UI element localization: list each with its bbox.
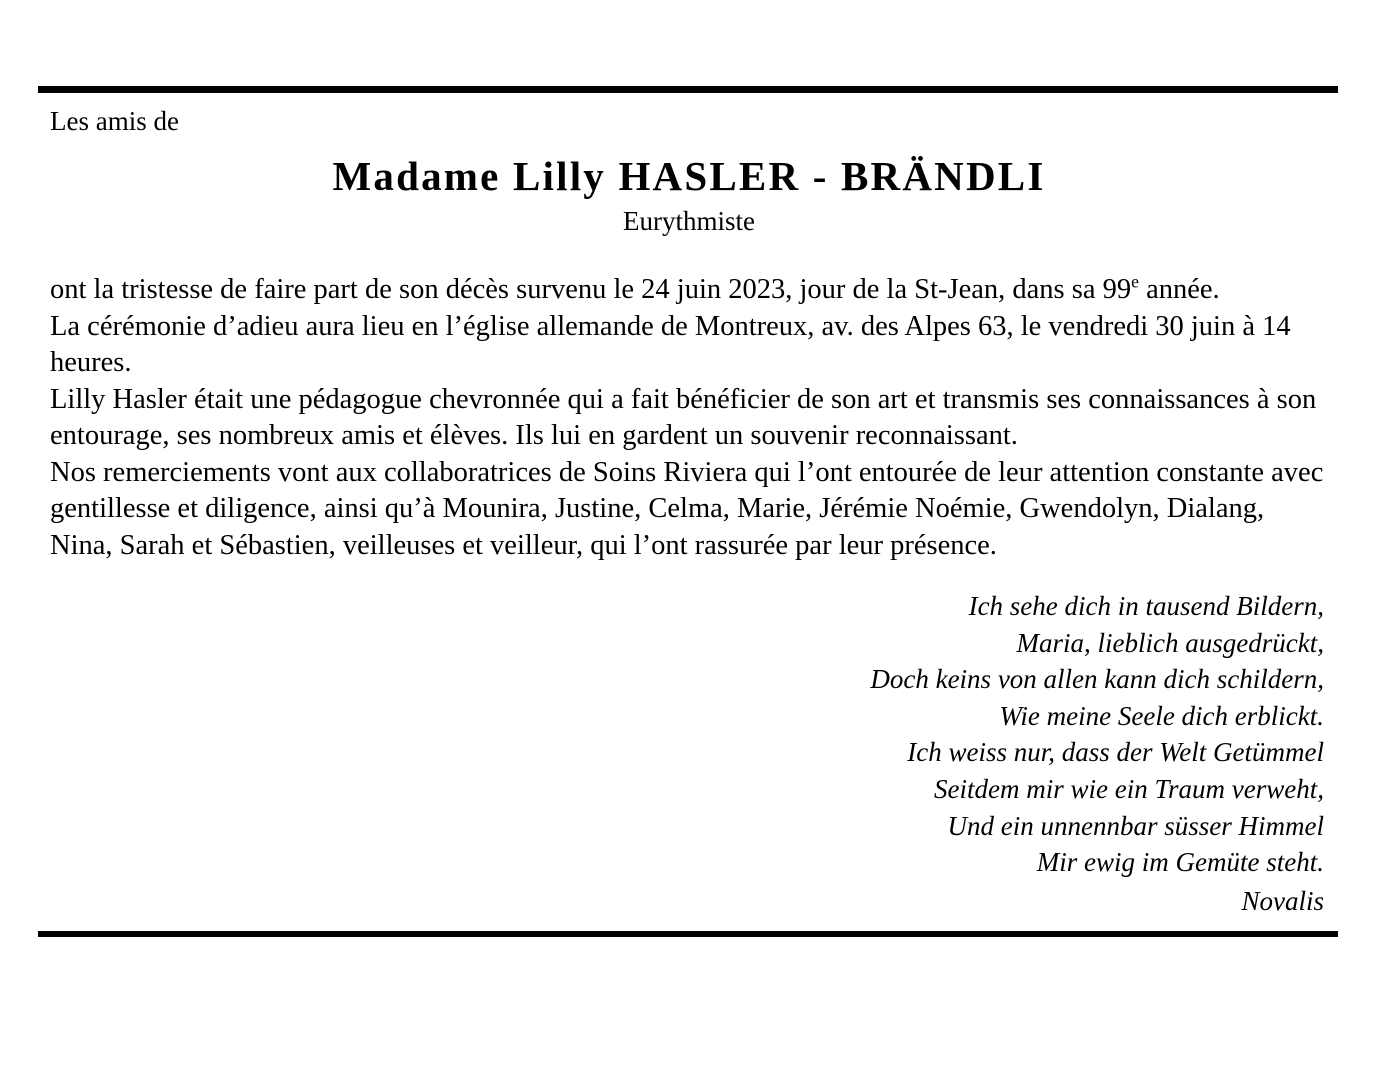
poem-line-5: Ich weiss nur, dass der Welt Getümmel xyxy=(907,737,1324,768)
poem-line-4: Wie meine Seele dich erblickt. xyxy=(999,700,1324,731)
poem-line-1: Ich sehe dich in tausend Bildern, xyxy=(968,591,1324,622)
paragraph-death-announcement xyxy=(50,272,1328,308)
ordinal-suffix: e xyxy=(1131,271,1139,292)
top-divider-rule xyxy=(38,86,1338,93)
poem-line-6: Seitdem mir wie ein Traum verweht, xyxy=(934,774,1324,805)
intro-line: Les amis de xyxy=(50,106,179,136)
poem-line-2: Maria, lieblich ausgedrückt, xyxy=(1016,627,1324,658)
paragraph-1-before: ont la tristesse de faire part de son décès survenu le 24 juin 2023, jour de la St-Jean, dans sa 99 xyxy=(50,274,1132,306)
poem-block xyxy=(50,588,1328,919)
bottom-spacer xyxy=(50,919,1328,927)
poem-author: Novalis xyxy=(1241,885,1324,916)
obituary-notice xyxy=(38,86,1338,937)
paragraph-1-after: année. xyxy=(1138,274,1220,306)
paragraph-thanks: Nos remerciements vont aux collaboratrices de Soins Riviera qui l’ont entourée de leur attention constante avec gentillesse et diligence, ainsi qu’à Mounira, Justine, Celma, Marie, Jérémie Noémie, Gwendolyn, Dialang, Nina, Sarah et Sébastien, veilleuses et veilleur, qui l’ont rassurée par leur présence. xyxy=(50,456,1324,561)
poem-line-3: Doch keins von allen kann dich schildern, xyxy=(870,664,1324,695)
poem-line-7: Und ein unnennbar süsser Himmel xyxy=(947,810,1324,841)
poem-line-8: Mir ewig im Gemüte steht. xyxy=(1036,847,1324,878)
paragraph-tribute: Lilly Hasler était une pédagogue chevronnée qui a fait bénéficier de son art et transmis ses connaissances à son entourage, ses nombreux amis et élèves. Ils lui en gardent un souvenir reconnaissant. xyxy=(50,383,1317,452)
deceased-profession: Eurythmiste xyxy=(623,205,755,236)
deceased-name: Madame Lilly HASLER - BRÄNDLI xyxy=(332,152,1046,199)
notice-paragraphs xyxy=(50,272,1328,564)
bottom-divider-rule xyxy=(38,931,1338,937)
notice-body xyxy=(38,107,1338,927)
paragraph-ceremony-details: La cérémonie d’adieu aura lieu en l’église allemande de Montreux, av. des Alpes 63, le vendredi 30 juin à 14 heures. xyxy=(50,310,1291,379)
